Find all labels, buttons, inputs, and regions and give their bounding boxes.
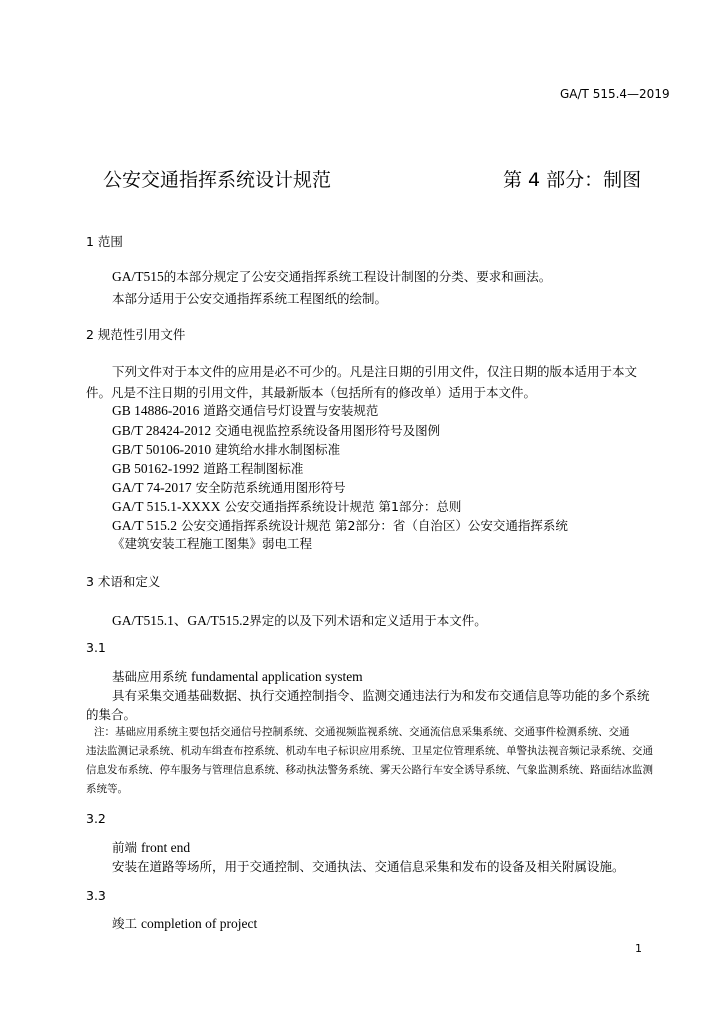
scope-paragraph-2: 本部分适用于公安交通指挥系统工程图纸的绘制。	[112, 291, 388, 306]
reference-item: GB/T 28424-2012 交通电视监控系统设备用图形符号及图例	[112, 423, 441, 438]
reference-item: GA/T 74-2017 安全防范系统通用图形符号	[112, 480, 346, 495]
normative-intro-line-1: 下列文件对于本文件的应用是必不可少的。凡是注日期的引用文件，仅注日期的版本适用于本文	[112, 364, 638, 379]
clause-3-3-number: 3.3	[86, 888, 106, 903]
definition-3-1-line-2: 的集合。	[86, 707, 137, 722]
page-number: 1	[635, 942, 642, 955]
definition-3-1-line-1: 具有采集交通基础数据、执行交通控制指令、监测交通违法行为和发布交通信息等功能的多个系统	[112, 688, 650, 703]
clause-3-2-number: 3.2	[86, 811, 106, 826]
note-3-1-line-4: 系统等。	[86, 783, 128, 795]
standard-ref-code: GA/T515	[112, 269, 164, 284]
reference-item: 《建筑安装工程施工图集》弱电工程	[112, 536, 313, 551]
note-3-1-line-3: 信息发布系统、停车服务与管理信息系统、移动执法警务系统、雾天公路行车安全诱导系统、气象监测系统、路面结冰监测	[86, 764, 653, 776]
term-3-3: 竣工 completion of project	[112, 916, 258, 931]
document-title: 公安交通指挥系统设计规范	[103, 169, 332, 191]
reference-item: GB/T 50106-2010 建筑给水排水制图标准	[112, 442, 341, 457]
scope-paragraph-1	[112, 267, 551, 285]
reference-item: GB 50162-1992 道路工程制图标准	[112, 461, 304, 476]
scope-text: 的本部分规定了公安交通指挥系统工程设计制图的分类、要求和画法。	[163, 269, 552, 284]
note-3-1-line-1: 注：基础应用系统主要包括交通信号控制系统、交通视频监视系统、交通流信息采集系统、交通事件检测系统、交通	[94, 726, 630, 738]
section-2-heading: 2 规范性引用文件	[86, 327, 186, 342]
standard-code: GA/T 515.4—2019	[560, 87, 670, 101]
note-3-1-line-2: 违法监测记录系统、机动车缉查布控系统、机动车电子标识应用系统、卫星定位管理系统、单警执法视音频记录系统、交通	[86, 745, 653, 757]
reference-item: GA/T 515.2 公安交通指挥系统设计规范 第2部分：省（自治区）公安交通指挥系统	[112, 518, 568, 533]
section-1-heading: 1 范围	[86, 234, 123, 249]
reference-item: GB 14886-2016 道路交通信号灯设置与安装规范	[112, 403, 379, 418]
document-part-title: 第 4 部分：制图	[503, 169, 642, 191]
term-3-1: 基础应用系统 fundamental application system	[112, 669, 363, 684]
definition-3-2: 安装在道路等场所，用于交通控制、交通执法、交通信息采集和发布的设备及相关附属设施。	[112, 859, 625, 874]
reference-item: GA/T 515.1-XXXX 公安交通指挥系统设计规范 第1部分：总则	[112, 499, 462, 514]
normative-intro-line-2: 件。凡是不注日期的引用文件，其最新版本（包括所有的修改单）适用于本文件。	[86, 385, 537, 400]
term-3-2: 前端 front end	[112, 840, 191, 855]
terms-intro: GA/T515.1、GA/T515.2界定的以及下列术语和定义适用于本文件。	[112, 613, 487, 628]
clause-3-1-number: 3.1	[86, 640, 106, 655]
section-3-heading: 3 术语和定义	[86, 574, 161, 589]
